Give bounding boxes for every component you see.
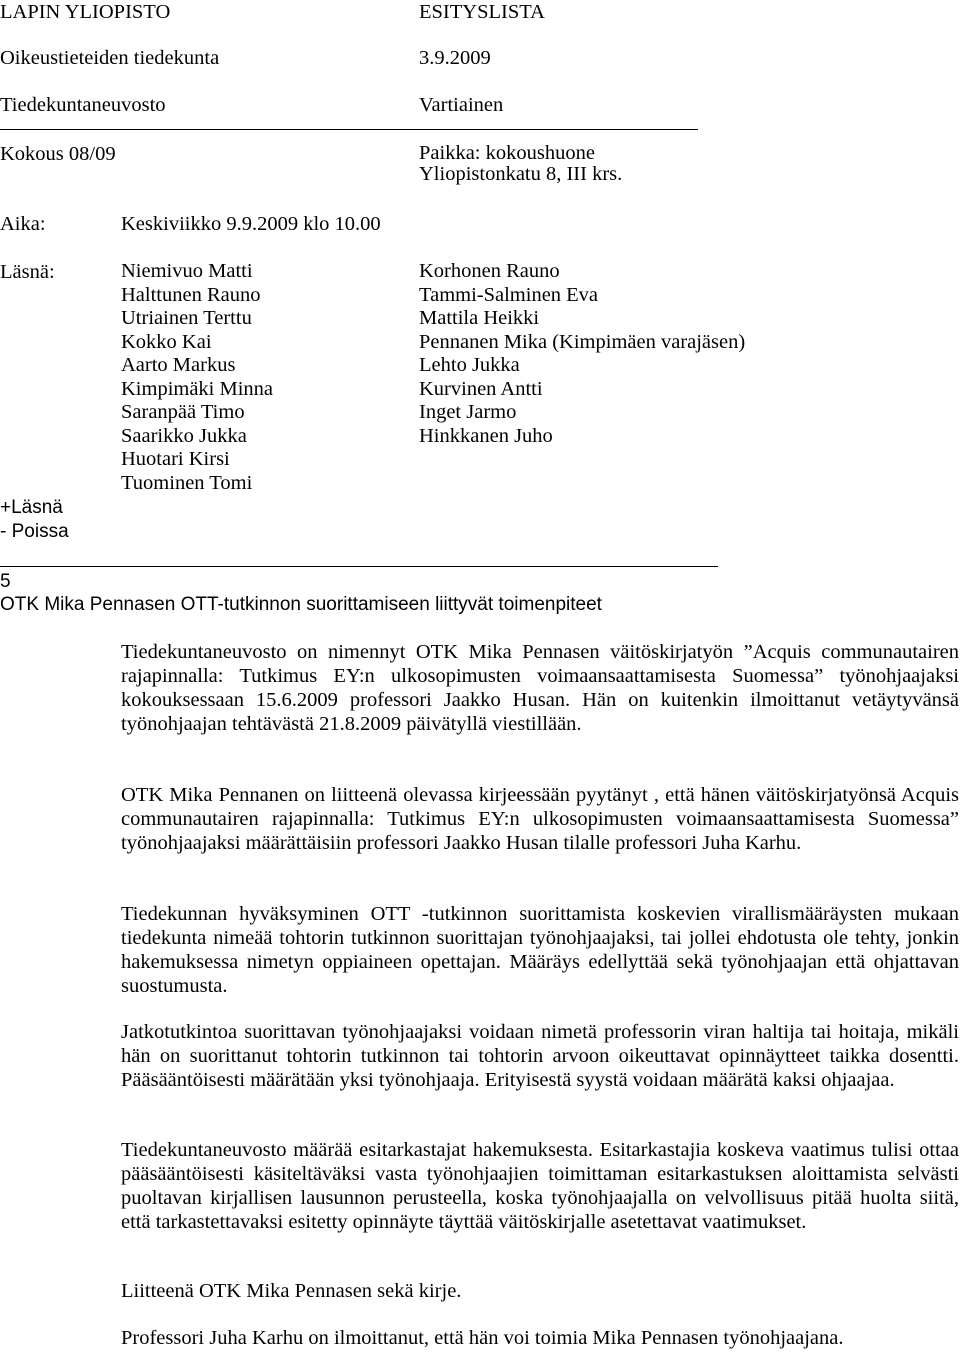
council-name: Tiedekuntaneuvosto: [0, 94, 166, 116]
document-type: ESITYSLISTA: [419, 1, 545, 23]
member-name: Kimpimäki Minna: [121, 377, 274, 400]
meeting-date: 3.9.2009: [419, 47, 491, 69]
present-list-column1: [121, 260, 273, 495]
member-name: Kokko Kai: [121, 330, 212, 353]
member-name: Mattila Heikki: [419, 307, 540, 329]
recipient-name: Vartiainen: [419, 94, 504, 116]
time-label: Aika:: [0, 213, 46, 235]
present-list-column2: [419, 260, 745, 448]
section-divider: [0, 566, 718, 567]
member-name: Saranpää Timo: [121, 401, 245, 423]
member-name: Tuominen Tomi: [121, 471, 253, 494]
plus-present-label: +Läsnä: [0, 497, 63, 518]
member-name: Hinkkanen Juho: [419, 424, 553, 447]
member-name: Niemivuo Matti: [121, 260, 253, 282]
member-name: Tammi-Salminen Eva: [419, 283, 599, 306]
paragraph-5: Tiedekuntaneuvosto määrää esitarkastajat hakemuksesta. Esitarkastajia koskeva vaatimus tulisi ottaa pääsääntöisesti käsiteltäväksi vasta työnohjaajien toimittaman esitarkastuksen aloittamista selvästi puoltavan kirjallisen lausunnon perusteella, koska työnohjaajalla on velvollisuus pitää huolta siitä, että tarkastettavaksi esitetty opinnäyte täyttää väitöskirjalle asetettavat vaatimukset.: [121, 1139, 959, 1233]
member-name: Korhonen Rauno: [419, 260, 560, 282]
member-name: Halttunen Rauno: [121, 283, 261, 306]
meeting-number: Kokous 08/09: [0, 143, 116, 165]
member-name: Lehto Jukka: [419, 354, 520, 376]
paragraph-6: Liitteenä OTK Mika Pennasen sekä kirje.: [121, 1280, 462, 1302]
item-title: OTK Mika Pennasen OTT-tutkinnon suorittamiseen liittyvät toimenpiteet: [0, 594, 602, 615]
absent-label: - Poissa: [0, 521, 69, 542]
member-name: Utriainen Terttu: [121, 307, 252, 329]
member-name: Aarto Markus: [121, 354, 236, 376]
member-name: Inget Jarmo: [419, 401, 517, 423]
item-number: 5: [0, 571, 11, 592]
university-name: LAPIN YLIOPISTO: [0, 1, 171, 23]
member-name: Saarikko Jukka: [121, 424, 247, 447]
paragraph-2: OTK Mika Pennanen on liitteenä olevassa kirjeessään pyytänyt , että hänen väitöskirjatyönsä Acquis communautairen rajapinnalla: Tutkimus EY:n ulkosopimusten voimaansaattamisesta Suomessa” työnohjaajaksi määrättäisiin professori Jaakko Husan tilalle professori Juha Karhu.: [121, 784, 959, 854]
faculty-name: Oikeustieteiden tiedekunta: [0, 47, 220, 69]
member-name: Huotari Kirsi: [121, 448, 230, 470]
meeting-place-line1: Paikka: kokoushuone: [419, 142, 595, 164]
paragraph-3: Tiedekunnan hyväksyminen OTT -tutkinnon suorittamista koskevien virallismääräysten mukaan tiedekunta nimeää tohtorin tutkinnon suorittajan työnohjaajaksi, tai jollei ehdotusta ole tehty, jonkin hakemuksessa nimetyn oppiaineen opettajan. Määräys edellyttää sekä työnohjaajan että ohjattavan suostumusta.: [121, 903, 959, 997]
paragraph-7: Professori Juha Karhu on ilmoittanut, että hän voi toimia Mika Pennasen työnohjaajana.: [121, 1327, 844, 1349]
member-name: Kurvinen Antti: [419, 377, 543, 400]
paragraph-4: Jatkotutkintoa suorittavan työnohjaajaksi voidaan nimetä professorin viran haltija tai hoitaja, mikäli hän on suorittanut tohtorin tutkinnon tai tohtorin arvoon oikeuttavat opinnäytteet taikka dosentti. Pääsääntöisesti määrätään yksi työnohjaaja. Erityisestä syystä voidaan määrätä kaksi ohjaajaa.: [121, 1021, 959, 1091]
paragraph-1: Tiedekuntaneuvosto on nimennyt OTK Mika Pennasen väitöskirjatyön ”Acquis communautairen rajapinnalla: Tutkimus EY:n ulkosopimusten voimaansaattamisesta Suomessa” työnohjaajaksi kokouksessaan 15.6.2009 professori Jaakko Husan. Hän on kuitenkin ilmoittanut vetäytyvänsä työnohjaajan tehtävästä 21.8.2009 päivätyllä viestillään.: [121, 641, 959, 735]
meeting-place-line2: Yliopistonkatu 8, III krs.: [419, 163, 623, 185]
header-divider: [0, 129, 698, 130]
member-name: Pennanen Mika (Kimpimäen varajäsen): [419, 330, 746, 353]
time-value: Keskiviikko 9.9.2009 klo 10.00: [121, 213, 381, 235]
present-label: Läsnä:: [0, 261, 55, 283]
